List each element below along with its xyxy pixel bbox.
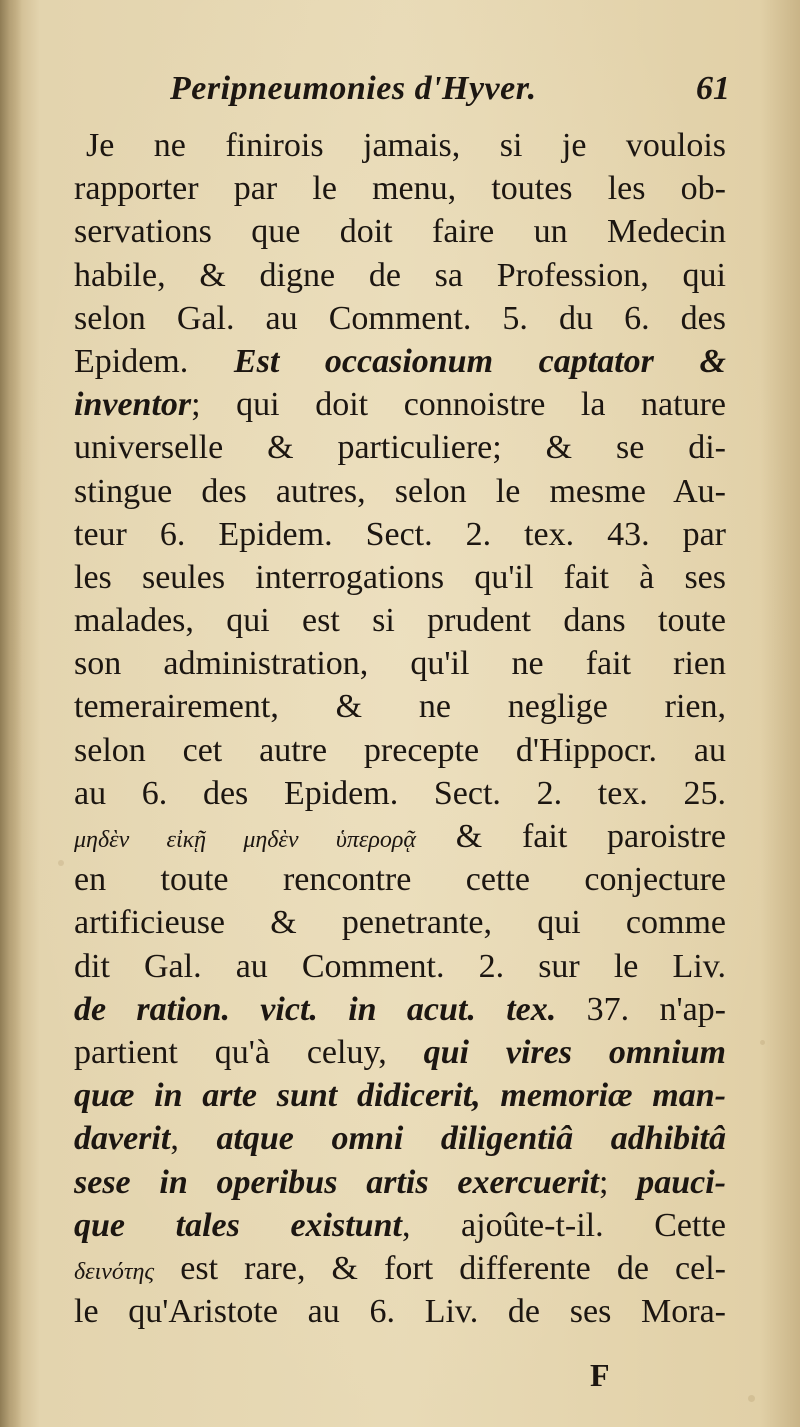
text-line [74,383,726,426]
text-line [74,340,726,383]
text-line [74,1074,726,1117]
text-line [74,772,726,815]
text-line [74,167,726,210]
paper-stain [760,1040,765,1045]
latin-quote: qui vires omnium [423,1033,726,1071]
text-segment: son administration, qu'il ne fait rien [74,645,726,683]
running-title: Peripneumonies d'Hyver. [170,70,537,107]
latin-quote: quæ in arte sunt didicerit, memoriæ man- [74,1077,726,1115]
latin-quote: de ration. vict. in acut. tex. [74,990,557,1028]
text-line [74,815,726,858]
text-line [74,729,726,772]
text-line [74,426,726,469]
latin-quote: daverit [74,1120,171,1158]
text-segment: ; qui doit connoistre la nature [191,386,726,424]
latin-quote: Est occasionum captator & [233,342,726,380]
text-line [74,685,726,728]
text-line [74,513,726,556]
text-line [74,124,726,167]
text-segment: selon Gal. au Comment. 5. du 6. des [74,299,726,337]
greek-text: μηδὲν εἰκῇ μηδὲν ὑπερορᾷ [74,827,416,853]
text-line [74,988,726,1031]
page-header [170,70,730,118]
text-segment: & fait paroistre [415,818,726,855]
text-segment: ; [598,1163,638,1201]
text-line [74,858,726,901]
text-line [74,1247,726,1290]
text-segment: en toute rencontre cette conjecture [74,861,726,899]
text-segment: malades, qui est si prudent dans toute [74,602,726,640]
text-line [74,945,726,988]
text-segment: Je ne finirois jamais, si je voulois [86,127,726,164]
text-line [74,1117,726,1160]
latin-quote: que tales existunt [74,1206,402,1244]
text-segment: universelle & particuliere; & se di- [74,429,726,467]
text-segment: stingue des autres, selon le mesme Au- [74,472,726,510]
text-line [74,556,726,599]
text-segment: au 6. des Epidem. Sect. 2. tex. 25. [74,774,726,812]
text-line [74,599,726,642]
text-line [74,1161,726,1204]
latin-quote: pauci- [637,1163,726,1201]
text-line [74,1031,726,1074]
text-segment: les seules interrogations qu'il fait à ses [74,558,726,596]
text-segment: le qu'Aristote au 6. Liv. de ses Mora- [74,1293,726,1331]
signature-mark: F [590,1357,610,1393]
body-text [74,124,726,1333]
paper-stain [748,1395,755,1402]
text-segment: 37. n'ap- [556,990,726,1028]
text-segment: teur 6. Epidem. Sect. 2. tex. 43. par [74,515,726,553]
page-number: 61 [696,70,730,107]
text-line [74,901,726,944]
text-segment: selon cet autre precepte d'Hippocr. au [74,731,726,769]
paper-stain [58,860,64,866]
text-line [74,1204,726,1247]
text-segment: artificieuse & penetrante, qui comme [74,904,726,942]
text-segment: Epidem. [74,342,234,380]
text-segment: servations que doit faire un Medecin [74,213,726,251]
text-line [74,470,726,513]
text-line [74,642,726,685]
greek-text: δεινότης [74,1258,155,1285]
latin-quote: atque omni diligentiâ adhibitâ [216,1120,726,1158]
text-line [74,210,726,253]
text-segment: est rare, & fort differente de cel- [154,1249,726,1287]
text-segment: habile, & digne de sa Profession, qui [74,256,726,294]
latin-quote: inventor [74,386,192,424]
text-segment: dit Gal. au Comment. 2. sur le Liv. [74,947,726,985]
text-segment: rapporter par le menu, toutes les ob- [74,170,726,208]
text-segment: temerairement, & ne neglige rien, [74,688,726,726]
text-line [74,297,726,340]
text-segment: , ajoûte-t-il. Cette [401,1206,726,1244]
text-line [74,1290,726,1333]
page-gutter-shadow [0,0,22,1427]
text-line [74,254,726,297]
latin-quote: sese in operibus artis exercuerit [74,1163,599,1201]
text-segment: , [170,1120,217,1158]
text-segment: partient qu'à celuy, [74,1033,424,1071]
